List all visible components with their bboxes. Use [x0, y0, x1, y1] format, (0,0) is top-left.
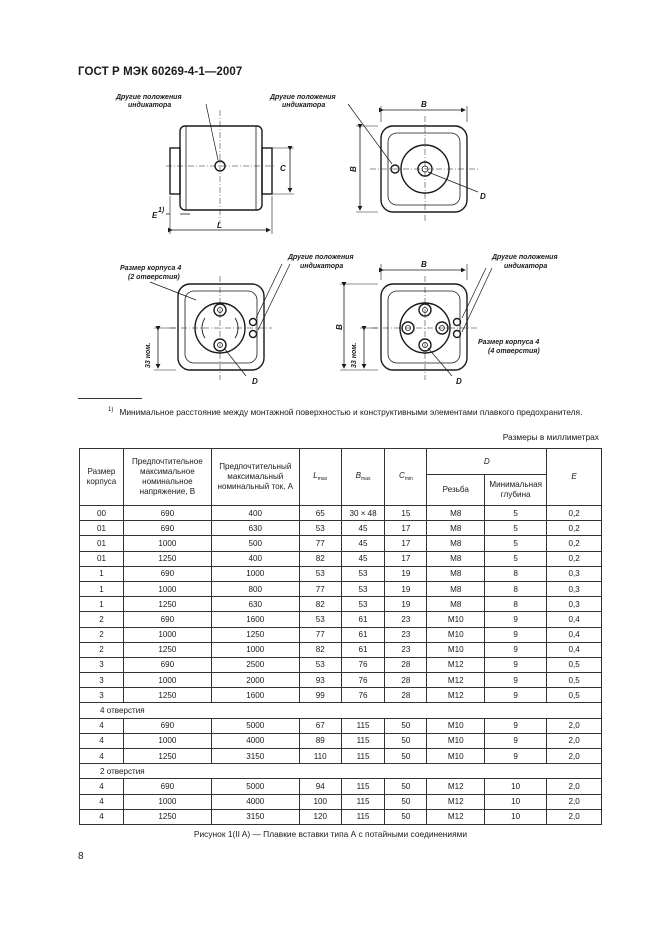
- table-cell: 5: [485, 521, 547, 536]
- table-cell: 1600: [211, 688, 299, 703]
- dim-b-label-side: B: [349, 166, 358, 172]
- table-cell: 1000: [211, 566, 299, 581]
- table-cell: 10: [485, 779, 547, 794]
- table-cell: 1000: [211, 642, 299, 657]
- table-cell: 115: [341, 809, 385, 824]
- table-cell: 115: [341, 718, 385, 733]
- table-cell: 01: [80, 536, 124, 551]
- table-cell: 800: [211, 581, 299, 596]
- table-cell: 2: [80, 612, 124, 627]
- table-cell: 690: [123, 779, 211, 794]
- size4-four-holes-view: [340, 264, 492, 380]
- table-cell: 19: [385, 597, 427, 612]
- table-cell: 3150: [211, 749, 299, 764]
- table-cell: 76: [341, 673, 385, 688]
- table-cell: 1600: [211, 612, 299, 627]
- side-view: [166, 104, 294, 234]
- table-cell: 61: [341, 642, 385, 657]
- footnote: [78, 404, 598, 418]
- table-cell: 630: [211, 521, 299, 536]
- table-section-4-holes: [80, 703, 602, 718]
- table-cell: 61: [341, 627, 385, 642]
- table-row: [80, 597, 602, 612]
- table-cell: 53: [299, 657, 341, 672]
- table-row: [80, 688, 602, 703]
- dim-d-label-top: D: [480, 192, 486, 201]
- table-cell: 400: [211, 506, 299, 521]
- table-cell: M12: [427, 673, 485, 688]
- th-current: Предпочтительный максимальный номинальный ток, А: [211, 449, 299, 506]
- table-cell: 23: [385, 627, 427, 642]
- th-e: E: [547, 449, 602, 506]
- table-cell: M10: [427, 718, 485, 733]
- table-cell: 82: [299, 597, 341, 612]
- table-row: [80, 551, 602, 566]
- footnote-rule: [78, 398, 142, 399]
- page-number: 8: [78, 851, 84, 862]
- table-cell: 4: [80, 779, 124, 794]
- table-cell: 45: [341, 521, 385, 536]
- units-note: Размеры в миллиметрах: [502, 432, 599, 442]
- table-cell: M10: [427, 627, 485, 642]
- label-other-positions-1b: индикатора: [128, 102, 172, 109]
- table-cell: 0,4: [547, 612, 602, 627]
- table-cell: 17: [385, 536, 427, 551]
- table-cell: 4: [80, 749, 124, 764]
- table-cell: 115: [341, 749, 385, 764]
- table-cell: 120: [299, 809, 341, 824]
- table-cell: 1000: [123, 673, 211, 688]
- table-cell: 1: [80, 581, 124, 596]
- label-size4-four-b: (4 отверстия): [488, 348, 540, 355]
- label-other-positions-4b: индикатора: [504, 263, 548, 270]
- table-cell: 1250: [123, 809, 211, 824]
- table-cell: 3150: [211, 809, 299, 824]
- table-cell: 82: [299, 642, 341, 657]
- table-cell: M8: [427, 597, 485, 612]
- table-cell: 1: [80, 597, 124, 612]
- table-cell: 0,5: [547, 688, 602, 703]
- table-row: [80, 506, 602, 521]
- table-cell: M10: [427, 733, 485, 748]
- table-cell: M8: [427, 566, 485, 581]
- table-cell: 5000: [211, 779, 299, 794]
- table-cell: 53: [299, 521, 341, 536]
- table-cell: 690: [123, 521, 211, 536]
- size4-two-holes-view: [150, 264, 290, 380]
- table-cell: 76: [341, 688, 385, 703]
- table-cell: M12: [427, 809, 485, 824]
- table-cell: M10: [427, 642, 485, 657]
- table-cell: 45: [341, 536, 385, 551]
- table-row: [80, 779, 602, 794]
- table-cell: M8: [427, 581, 485, 596]
- table-row: [80, 642, 602, 657]
- table-cell: 17: [385, 521, 427, 536]
- table-row: [80, 627, 602, 642]
- label-other-positions-1a: Другие положения: [116, 94, 182, 101]
- table-cell: 1250: [123, 749, 211, 764]
- table-cell: 500: [211, 536, 299, 551]
- table-cell: 1000: [123, 581, 211, 596]
- table-row: [80, 673, 602, 688]
- table-cell: 3: [80, 657, 124, 672]
- table-cell: 115: [341, 733, 385, 748]
- table-cell: 0,2: [547, 551, 602, 566]
- table-cell: 1000: [123, 794, 211, 809]
- table-row: [80, 657, 602, 672]
- dim-b-label-bottom: B: [421, 260, 427, 269]
- table-cell: 17: [385, 551, 427, 566]
- table-cell: 77: [299, 536, 341, 551]
- end-view: [348, 104, 478, 222]
- dim-b-label-bottom-side: B: [335, 324, 344, 330]
- dim-d-label-left: D: [252, 377, 258, 386]
- table-cell: 53: [341, 566, 385, 581]
- table-cell: M12: [427, 657, 485, 672]
- table-body-4-holes: [80, 718, 602, 764]
- table-cell: 50: [385, 809, 427, 824]
- table-row: [80, 566, 602, 581]
- table-body-2-holes: [80, 779, 602, 825]
- table-cell: 28: [385, 688, 427, 703]
- table-cell: 2,0: [547, 809, 602, 824]
- table-body-main: [80, 506, 602, 703]
- th-size: Размер корпуса: [80, 449, 124, 506]
- table-cell: 1250: [123, 688, 211, 703]
- table-cell: 4: [80, 718, 124, 733]
- table-row: [80, 794, 602, 809]
- table-cell: 01: [80, 551, 124, 566]
- table-cell: M10: [427, 612, 485, 627]
- table-cell: 0,4: [547, 642, 602, 657]
- footnote-marker: 1): [108, 407, 114, 413]
- table-cell: 2: [80, 627, 124, 642]
- table-cell: 115: [341, 779, 385, 794]
- th-voltage: Предпочтительное максимальное номинальное напряжение, В: [123, 449, 211, 506]
- table-cell: 4: [80, 733, 124, 748]
- table-cell: 2,0: [547, 718, 602, 733]
- footnote-text: Минимальное расстояние между монтажной поверхностью и конструктивными элементами плавкого предохранителя.: [119, 407, 583, 417]
- table-cell: 8: [485, 581, 547, 596]
- table-cell: 9: [485, 673, 547, 688]
- table-cell: M8: [427, 536, 485, 551]
- dim-e-sup: 1): [158, 207, 165, 214]
- table-cell: 2: [80, 642, 124, 657]
- label-size4-two-a: Размер корпуса 4: [120, 265, 182, 272]
- table-cell: 2,0: [547, 733, 602, 748]
- table-cell: 50: [385, 718, 427, 733]
- dim-33-left: 33 ном.: [145, 342, 152, 368]
- label-other-positions-2b: индикатора: [282, 102, 326, 109]
- table-cell: 00: [80, 506, 124, 521]
- table-cell: 2,0: [547, 779, 602, 794]
- table-cell: 50: [385, 794, 427, 809]
- table-cell: 5: [485, 506, 547, 521]
- table-cell: 4000: [211, 794, 299, 809]
- table-cell: 76: [341, 657, 385, 672]
- table-cell: 1: [80, 566, 124, 581]
- table-cell: 9: [485, 627, 547, 642]
- table-cell: M12: [427, 779, 485, 794]
- table-cell: 9: [485, 657, 547, 672]
- table-cell: 4: [80, 809, 124, 824]
- section-label: 2 отверстия: [80, 764, 602, 779]
- table-cell: 61: [341, 612, 385, 627]
- table-cell: 2500: [211, 657, 299, 672]
- dim-b-label-top: B: [421, 100, 427, 109]
- table-cell: 0,3: [547, 566, 602, 581]
- table-cell: 8: [485, 597, 547, 612]
- table-cell: 0,2: [547, 506, 602, 521]
- document-header: ГОСТ Р МЭК 60269-4-1—2007: [78, 66, 243, 78]
- th-depth: Минимальная глубина: [485, 475, 547, 506]
- table-cell: 53: [299, 566, 341, 581]
- table-cell: 77: [299, 581, 341, 596]
- table-cell: 0,2: [547, 536, 602, 551]
- table-cell: 45: [341, 551, 385, 566]
- table-cell: 19: [385, 566, 427, 581]
- table-cell: 28: [385, 673, 427, 688]
- table-cell: 10: [485, 794, 547, 809]
- table-cell: 65: [299, 506, 341, 521]
- dim-33-right: 33 ном.: [351, 342, 358, 368]
- table-cell: 110: [299, 749, 341, 764]
- table-cell: 1000: [123, 627, 211, 642]
- table-cell: 630: [211, 597, 299, 612]
- dim-c-label: C: [280, 164, 286, 173]
- table-cell: 50: [385, 733, 427, 748]
- table-cell: 9: [485, 749, 547, 764]
- table-cell: 19: [385, 581, 427, 596]
- table-cell: 1250: [123, 551, 211, 566]
- table-cell: 5000: [211, 718, 299, 733]
- table-row: [80, 733, 602, 748]
- table-cell: 690: [123, 657, 211, 672]
- table-cell: M12: [427, 688, 485, 703]
- table-cell: 115: [341, 794, 385, 809]
- table-cell: 93: [299, 673, 341, 688]
- table-cell: 15: [385, 506, 427, 521]
- table-cell: 50: [385, 749, 427, 764]
- th-thread: Резьба: [427, 475, 485, 506]
- table-cell: 9: [485, 688, 547, 703]
- figure-caption: Рисунок 1(II A) — Плавкие вставки типа А с потайными соединениями: [193, 829, 468, 839]
- table-row: [80, 536, 602, 551]
- th-d: D: [427, 449, 547, 475]
- table-cell: 8: [485, 566, 547, 581]
- table-row: [80, 612, 602, 627]
- table-cell: 3: [80, 688, 124, 703]
- table-cell: M8: [427, 521, 485, 536]
- table-cell: 53: [299, 612, 341, 627]
- table-cell: 1000: [123, 536, 211, 551]
- table-cell: 2000: [211, 673, 299, 688]
- table-cell: 9: [485, 612, 547, 627]
- table-cell: 690: [123, 612, 211, 627]
- table-cell: 9: [485, 718, 547, 733]
- table-cell: 2,0: [547, 749, 602, 764]
- table-cell: 400: [211, 551, 299, 566]
- table-cell: 10: [485, 809, 547, 824]
- table-cell: 77: [299, 627, 341, 642]
- dimensions-table: [79, 448, 602, 825]
- table-cell: 53: [341, 581, 385, 596]
- dim-d-label-right: D: [456, 377, 462, 386]
- table-cell: 100: [299, 794, 341, 809]
- table-cell: 0,4: [547, 627, 602, 642]
- table-cell: 4000: [211, 733, 299, 748]
- table-cell: 82: [299, 551, 341, 566]
- table-cell: 67: [299, 718, 341, 733]
- th-l: $L_{max}$: [299, 449, 341, 506]
- table-cell: 50: [385, 779, 427, 794]
- table-cell: 2,0: [547, 794, 602, 809]
- table-cell: 0,3: [547, 597, 602, 612]
- table-cell: 690: [123, 718, 211, 733]
- label-other-positions-2a: Другие положения: [270, 94, 336, 101]
- table-cell: 0,5: [547, 657, 602, 672]
- table-cell: 3: [80, 673, 124, 688]
- table-cell: 53: [341, 597, 385, 612]
- table-cell: 1250: [123, 597, 211, 612]
- table-cell: 23: [385, 612, 427, 627]
- label-other-positions-4a: Другие положения: [492, 254, 558, 261]
- table-cell: 1250: [211, 627, 299, 642]
- table-cell: 23: [385, 642, 427, 657]
- table-cell: 5: [485, 551, 547, 566]
- table-cell: 690: [123, 506, 211, 521]
- section-label: 4 отверстия: [80, 703, 602, 718]
- table-cell: M8: [427, 506, 485, 521]
- label-size4-two-b: (2 отверстия): [128, 274, 180, 281]
- table-cell: 5: [485, 536, 547, 551]
- th-c: $C_{min}$: [385, 449, 427, 506]
- label-size4-four-a: Размер корпуса 4: [478, 339, 540, 346]
- table-cell: 1250: [123, 642, 211, 657]
- dim-l-label: L: [217, 221, 222, 230]
- label-other-positions-3b: индикатора: [300, 263, 344, 270]
- table-section-2-holes: [80, 764, 602, 779]
- table-cell: 690: [123, 566, 211, 581]
- table-cell: 01: [80, 521, 124, 536]
- table-cell: 89: [299, 733, 341, 748]
- table-cell: 99: [299, 688, 341, 703]
- table-cell: M8: [427, 551, 485, 566]
- table-cell: 94: [299, 779, 341, 794]
- table-cell: 4: [80, 794, 124, 809]
- table-row: [80, 749, 602, 764]
- table-cell: 0,3: [547, 581, 602, 596]
- table-cell: 1000: [123, 733, 211, 748]
- table-cell: 30 × 48: [341, 506, 385, 521]
- dim-e-label: E: [152, 211, 158, 220]
- table-cell: M10: [427, 749, 485, 764]
- table-cell: M12: [427, 794, 485, 809]
- table-cell: 0,5: [547, 673, 602, 688]
- table-row: [80, 809, 602, 824]
- table-row: [80, 718, 602, 733]
- table-row: [80, 581, 602, 596]
- table-row: [80, 521, 602, 536]
- th-b: $B_{max}$: [341, 449, 385, 506]
- table-cell: 9: [485, 642, 547, 657]
- label-other-positions-3a: Другие положения: [288, 254, 354, 261]
- table-cell: 28: [385, 657, 427, 672]
- table-cell: 0,2: [547, 521, 602, 536]
- fuse-technical-drawing: [0, 0, 661, 400]
- table-cell: 9: [485, 733, 547, 748]
